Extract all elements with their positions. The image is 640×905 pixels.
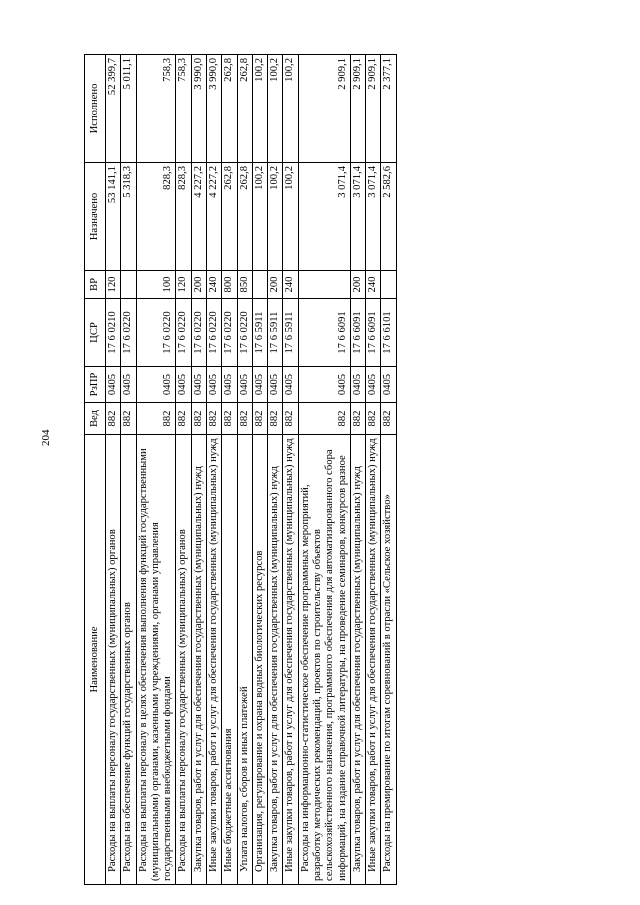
row-rzpr-cell: 0405	[136, 367, 176, 403]
row-assigned-cell: 828,3	[136, 163, 176, 271]
table-row	[206, 55, 221, 885]
row-vr-cell: 200	[191, 271, 206, 299]
rotated-table-sheet	[84, 55, 570, 885]
row-csr-cell: 17 6 5911	[283, 299, 298, 367]
row-name-cell	[298, 435, 350, 885]
row-name-cell	[366, 435, 381, 885]
row-vr-cell	[381, 271, 396, 299]
row-done-cell: 758,3	[136, 55, 176, 163]
row-ved-cell: 882	[136, 403, 176, 435]
row-rzpr-cell: 0405	[176, 367, 191, 403]
row-ved-cell: 882	[121, 403, 136, 435]
header-assigned: Назначено	[85, 163, 106, 271]
row-ved-cell: 882	[283, 403, 298, 435]
row-csr-cell: 17 6 0210	[106, 299, 121, 367]
row-vr-cell: 120	[176, 271, 191, 299]
row-name-cell	[350, 435, 365, 885]
row-name-cell	[206, 435, 221, 885]
row-rzpr-cell: 0405	[283, 367, 298, 403]
row-vr-cell	[252, 271, 267, 299]
row-csr-cell: 17 6 6091	[350, 299, 365, 367]
row-csr-cell: 17 6 0220	[176, 299, 191, 367]
row-done-cell: 262,8	[237, 55, 252, 163]
row-rzpr-cell: 0405	[252, 367, 267, 403]
row-ved-cell: 882	[206, 403, 221, 435]
row-done-cell: 100,2	[268, 55, 283, 163]
page-number: 204	[40, 429, 52, 446]
table-row	[366, 55, 381, 885]
row-rzpr-cell: 0405	[106, 367, 121, 403]
row-done-cell: 2 909,1	[298, 55, 350, 163]
row-csr-cell: 17 6 6091	[298, 299, 350, 367]
table-row	[121, 55, 136, 885]
row-rzpr-cell: 0405	[350, 367, 365, 403]
row-csr-cell: 17 6 5911	[268, 299, 283, 367]
row-assigned-cell: 3 071,4	[366, 163, 381, 271]
table-row	[298, 55, 350, 885]
table-row	[283, 55, 298, 885]
row-vr-cell: 200	[350, 271, 365, 299]
row-csr-cell: 17 6 6101	[381, 299, 396, 367]
row-assigned-cell: 4 227,2	[191, 163, 206, 271]
row-name-cell	[136, 435, 176, 885]
row-done-cell: 262,8	[222, 55, 237, 163]
row-csr-cell: 17 6 5911	[252, 299, 267, 367]
row-assigned-cell: 5 318,3	[121, 163, 136, 271]
row-rzpr-cell: 0405	[366, 367, 381, 403]
table-row	[381, 55, 396, 885]
row-vr-cell: 800	[222, 271, 237, 299]
row-name-text: Уплата налогов, сборов и иных платежей	[238, 686, 250, 872]
row-assigned-cell: 262,8	[237, 163, 252, 271]
row-vr-cell: 240	[283, 271, 298, 299]
header-rzpr: РзПР	[85, 367, 106, 403]
row-ved-cell: 882	[298, 403, 350, 435]
header-vr: ВР	[85, 271, 106, 299]
row-ved-cell: 882	[381, 403, 396, 435]
row-name-text: Иные закупки товаров, работ и услуг для обеспечения государственных (муниципальных) нужд	[284, 438, 296, 872]
row-name-text: Иные закупки товаров, работ и услуг для обеспечения государственных (муниципальных) нужд	[367, 438, 379, 872]
row-rzpr-cell: 0405	[121, 367, 136, 403]
row-done-cell: 2 909,1	[366, 55, 381, 163]
header-done: Исполнено	[85, 55, 106, 163]
row-name-cell	[121, 435, 136, 885]
row-done-cell: 100,2	[252, 55, 267, 163]
row-name-text: Расходы на выплаты персоналу государственных (муниципальных) органов	[107, 529, 118, 872]
row-name-cell	[381, 435, 396, 885]
row-rzpr-cell: 0405	[381, 367, 396, 403]
table-row	[268, 55, 283, 885]
row-csr-cell: 17 6 0220	[222, 299, 237, 367]
row-assigned-cell: 4 227,2	[206, 163, 221, 271]
row-assigned-cell: 828,3	[176, 163, 191, 271]
row-ved-cell: 882	[191, 403, 206, 435]
row-name-cell	[252, 435, 267, 885]
table-header-row	[85, 55, 106, 885]
row-vr-cell: 850	[237, 271, 252, 299]
row-name-text: Расходы на выплаты персоналу государственных (муниципальных) органов	[177, 529, 189, 872]
row-rzpr-cell: 0405	[298, 367, 350, 403]
row-assigned-cell: 53 141,1	[106, 163, 121, 271]
table-row	[176, 55, 191, 885]
row-name-text: Расходы на информационно-статистическое обеспечение программных мероприятий, разработку методических рекомендаций, проектов по строительству объектов сельскохозяйственного назначения, программного обеспечения для автоматизированного сбора информаций, на издание справочной литературы, на проведение семинаров, конкурсов разное	[299, 449, 348, 881]
row-ved-cell: 882	[176, 403, 191, 435]
row-csr-cell: 17 6 0220	[237, 299, 252, 367]
row-name-text: Иные закупки товаров, работ и услуг для обеспечения государственных (муниципальных) нужд	[207, 438, 219, 872]
row-name-text: Расходы на обеспечение функций государственных органов	[122, 602, 134, 872]
table-row	[222, 55, 237, 885]
row-rzpr-cell: 0405	[206, 367, 221, 403]
row-ved-cell: 882	[366, 403, 381, 435]
table-row	[106, 55, 121, 885]
row-name-text: Расходы на выплаты персоналу в целях обеспечения выполнения функций государственными (муниципальными) органами, казенными учреждениями, органами управления государственными внебюджетными фондами	[137, 448, 174, 881]
row-name-cell	[191, 435, 206, 885]
row-name-text: Организация, регулирование и охрана водных биологических ресурсов	[253, 550, 265, 872]
row-name-text: Закупка товаров, работ и услуг для обеспечения государственных (муниципальных) нужд	[192, 466, 204, 872]
row-assigned-cell: 2 582,6	[381, 163, 396, 271]
row-ved-cell: 882	[106, 403, 121, 435]
table-row	[237, 55, 252, 885]
row-done-cell: 52 399,7	[106, 55, 121, 163]
row-name-text: Закупка товаров, работ и услуг для обеспечения государственных (муниципальных) нужд	[351, 466, 363, 872]
row-assigned-cell: 262,8	[222, 163, 237, 271]
row-csr-cell: 17 6 0220	[191, 299, 206, 367]
row-vr-cell: 120	[106, 271, 121, 299]
row-name-cell	[268, 435, 283, 885]
row-ved-cell: 882	[268, 403, 283, 435]
row-done-cell: 3 990,0	[206, 55, 221, 163]
row-done-cell: 5 011,1	[121, 55, 136, 163]
row-done-cell: 100,2	[283, 55, 298, 163]
row-assigned-cell: 100,2	[252, 163, 267, 271]
row-assigned-cell: 3 071,4	[350, 163, 365, 271]
row-vr-cell: 200	[268, 271, 283, 299]
row-done-cell: 3 990,0	[191, 55, 206, 163]
row-done-cell: 758,3	[176, 55, 191, 163]
row-name-cell	[237, 435, 252, 885]
row-csr-cell: 17 6 0220	[136, 299, 176, 367]
row-ved-cell: 882	[350, 403, 365, 435]
row-assigned-cell: 100,2	[268, 163, 283, 271]
budget-table	[84, 54, 397, 885]
row-vr-cell	[121, 271, 136, 299]
row-rzpr-cell: 0405	[191, 367, 206, 403]
row-csr-cell: 17 6 0220	[121, 299, 136, 367]
row-name-cell	[176, 435, 191, 885]
row-name-text: Расходы на премирование по итогам соревнований в отрасли «Сельское хозяйство»	[382, 494, 394, 872]
table-row	[191, 55, 206, 885]
row-csr-cell: 17 6 0220	[206, 299, 221, 367]
table-row	[350, 55, 365, 885]
row-name-cell	[283, 435, 298, 885]
row-assigned-cell: 3 071,4	[298, 163, 350, 271]
table-row	[136, 55, 176, 885]
row-assigned-cell: 100,2	[283, 163, 298, 271]
header-ved: Вед	[85, 403, 106, 435]
row-csr-cell: 17 6 6091	[366, 299, 381, 367]
row-rzpr-cell: 0405	[222, 367, 237, 403]
row-vr-cell: 240	[206, 271, 221, 299]
row-rzpr-cell: 0405	[237, 367, 252, 403]
row-vr-cell	[298, 271, 350, 299]
row-name-text: Иные бюджетные ассигнования	[223, 728, 235, 872]
table-row	[252, 55, 267, 885]
header-csr: ЦСР	[85, 299, 106, 367]
row-rzpr-cell: 0405	[268, 367, 283, 403]
row-name-cell	[222, 435, 237, 885]
header-name: Наименование	[85, 435, 106, 885]
row-ved-cell: 882	[252, 403, 267, 435]
row-ved-cell: 882	[222, 403, 237, 435]
row-done-cell: 2 377,1	[381, 55, 396, 163]
row-name-cell	[106, 435, 121, 885]
row-vr-cell: 100	[136, 271, 176, 299]
row-vr-cell: 240	[366, 271, 381, 299]
row-name-text: Закупка товаров, работ и услуг для обеспечения государственных (муниципальных) нужд	[269, 466, 281, 872]
row-done-cell: 2 909,1	[350, 55, 365, 163]
row-ved-cell: 882	[237, 403, 252, 435]
